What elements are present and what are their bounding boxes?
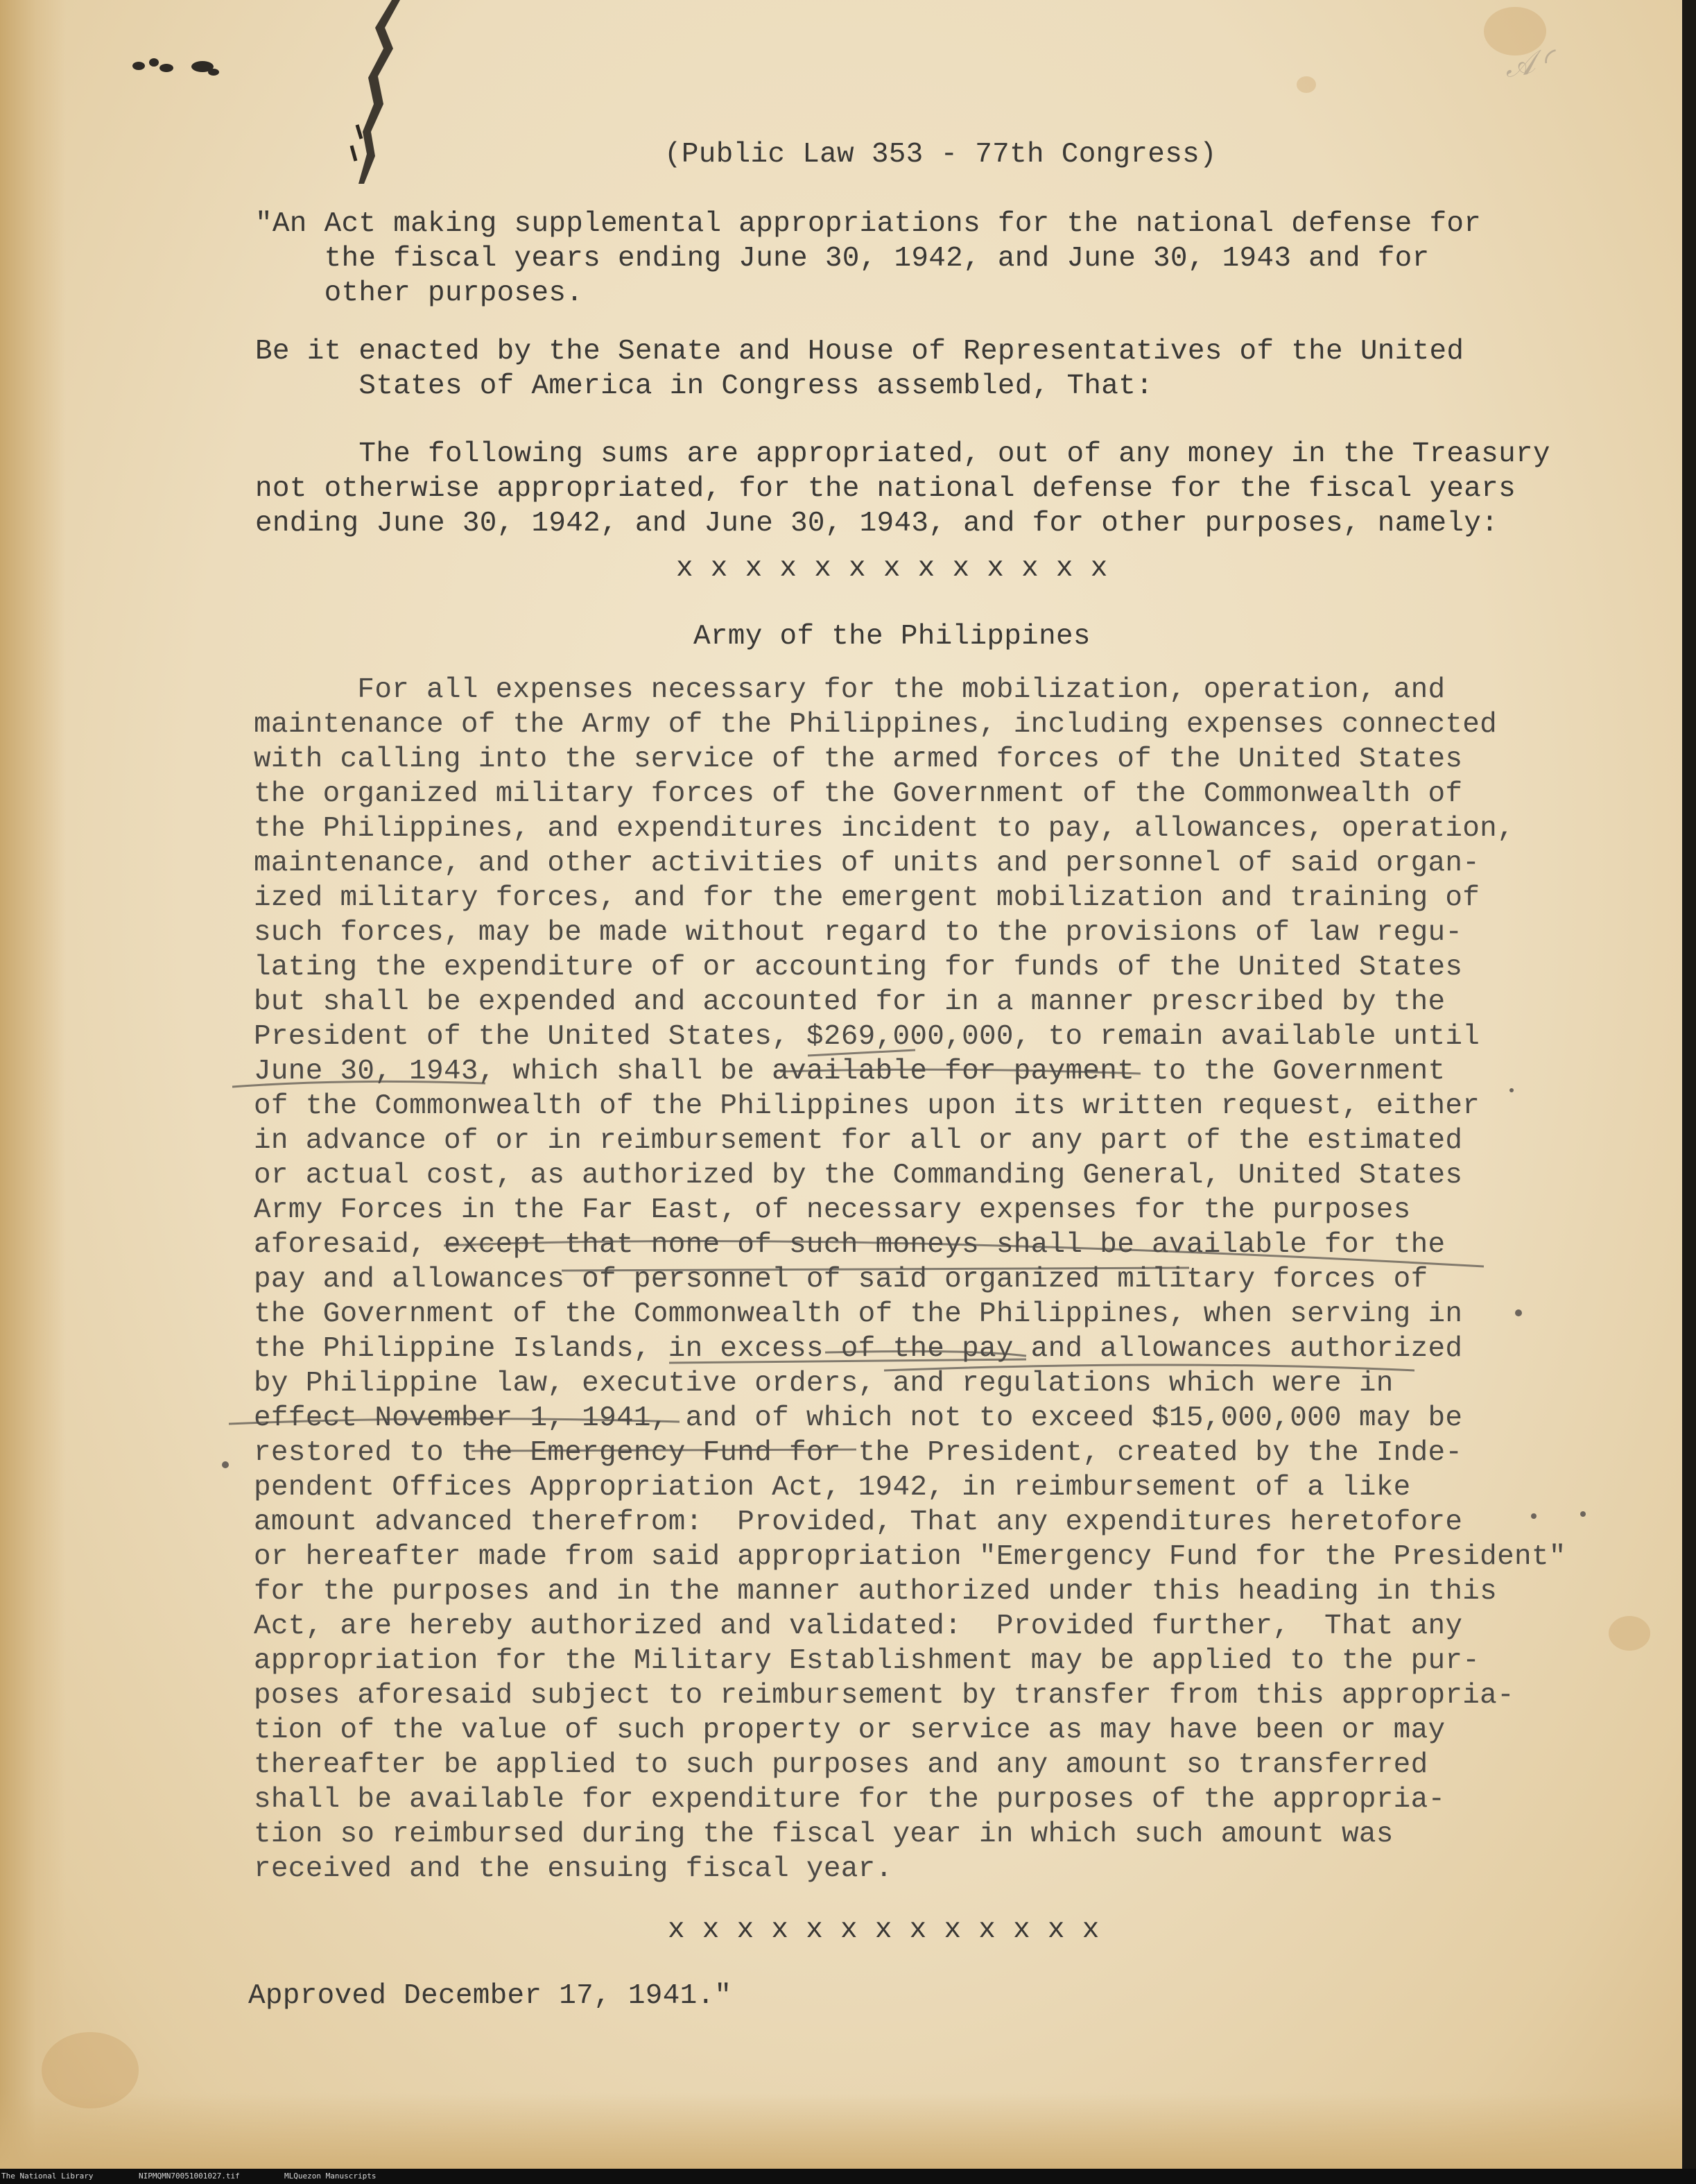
act-title: "An Act making supplemental appropriations for the national defense for the fiscal years ending June 30, 1942, and June 30, 1943 and for other purposes.	[255, 208, 1482, 309]
main-paragraph: For all expenses necessary for the mobilization, operation, and maintenance of the Army of the Philippines, including expenses connected with calling into the service of the armed forces of the United States the organized military forces of the Government of the Commonwealth of the Philippines, and expenditures incident to pay, allowances, operation, maintenance, and other activities of units and personnel of said organ- ized military forces, and for the emergent mobilization and training of such forces, may be made without regard to the provisions of law regu- lating the expenditure of or accounting for funds of the United States but shall be expended and accounted for in a manner prescribed by the President of the United States, $269,000,000, to remain available until June 30, 1943, which shall be available for payment to the Government of the Commonwealth of the Philippines upon its written request, either in advance of or in reimbursement for all or any part of the estimated or actual cost, as authorized by the Commanding General, United States Army Forces in the Far East, of necessary expenses for the purposes aforesaid, except that none of such moneys shall be available for the pay and allowances of personnel of said organized military forces of the Government of the Commonwealth of the Philippines, when serving in the Philippine Islands, in excess of the pay and allowances authorized by Philippine law, executive orders, and regulations which were in effect November 1, 1941, and of which not to exceed $15,000,000 may be restored to the Emergency Fund for the President, created by the Inde- pendent Offices Appropriation Act, 1942, in reimbursement of a like amount advanced therefrom: Provided, That any expenditures heretofore or hereafter made from said appropriation "Emergency Fund for the President" for the purposes and in the manner authorized under this heading in this Act, are hereby authorized and validated: Provided further, That any appropriation for the Military Establishment may be applied to the pur- poses aforesaid subject to reimbursement by transfer from this appropria- tion of the value of such property or service as may have been or may thereafter be applied to such purposes and any amount so transferred shall be available for expenditure for the purposes of the appropria- tion so reimbursed during the fiscal year in which such amount was received and the ensuing fiscal year.	[254, 674, 1566, 1885]
intro-paragraph: The following sums are appropriated, out of any money in the Treasury not otherwise appropriated, for the national defense for the fiscal years ending June 30, 1942, and June 30, 1943, and for other purposes, namely:	[255, 438, 1550, 540]
footer-collection: MLQuezon Manuscripts	[284, 2172, 377, 2181]
separator-top: x x x x x x x x x x x x x	[676, 553, 1108, 585]
separator-bottom: x x x x x x x x x x x x x	[668, 1914, 1100, 1946]
footer-library: The National Library	[1, 2172, 94, 2181]
pencil-annotation: 𝒜 ◜	[1502, 40, 1560, 85]
page-heading: (Public Law 353 - 77th Congress)	[664, 139, 1217, 171]
approval-line: Approved December 17, 1941."	[248, 1980, 732, 2012]
section-heading: Army of the Philippines	[693, 621, 1091, 653]
footer-file-id: NIPMQMN70051001027.tif	[139, 2172, 240, 2181]
enactment-clause: Be it enacted by the Senate and House of Representatives of the United States of America in Congress assembled, That:	[255, 336, 1464, 402]
archive-footer-bar	[0, 2169, 1696, 2184]
